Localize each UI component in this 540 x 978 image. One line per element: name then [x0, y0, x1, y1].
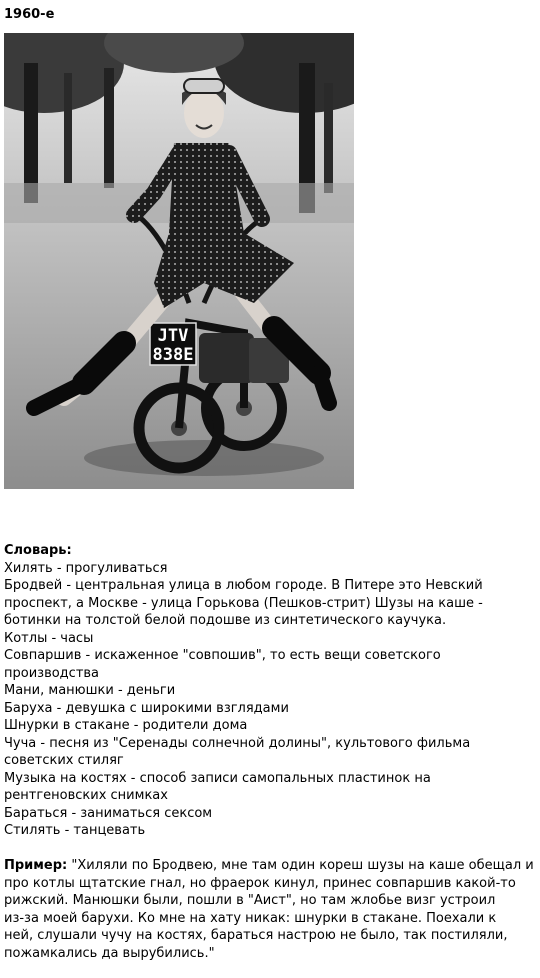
glossary-line: Мани, манюшки - деньги: [4, 683, 176, 698]
glossary-line: советских стиляг: [4, 753, 124, 768]
glossary-text-block: [4, 542, 536, 962]
glossary-line: Чуча - песня из "Серенады солнечной долины", культового фильма: [4, 735, 471, 751]
glossary-line: проспект, а Москве - улица Горькова (Пешков-стрит) Шузы на каше -: [4, 595, 483, 611]
glossary-heading: Словарь:: [4, 543, 72, 558]
plate-line-2: 838E: [152, 345, 194, 365]
glossary-line: ботинки на толстой белой подошве из синтетического каучука.: [4, 613, 447, 628]
glossary-line: Бродвей - центральная улица в любом городе. В Питере это Невский: [4, 578, 483, 593]
glossary-line: Котлы - часы: [4, 630, 94, 646]
plate-line-1: JTV: [157, 326, 189, 346]
example-label: Пример:: [4, 858, 68, 873]
glossary-line: Баруха - девушка с широкими взглядами: [4, 700, 289, 716]
glossary-line: Совпаршив - искаженное "совпошив", то есть вещи советского: [4, 648, 441, 663]
glossary-line: Стилять - танцевать: [4, 823, 146, 838]
glossary-line: Хилять - прогуливаться: [4, 560, 168, 576]
example-line: из-за моей барухи. Ко мне на хату никак: шнурки в стакане. Поехали к: [4, 910, 497, 926]
section-year-heading: 1960-е: [4, 7, 55, 22]
paragraph-gap: [4, 840, 536, 858]
example-line: рижский. Манюшки были, пошли в "Аист", но там жлобье визг устроил: [4, 893, 496, 908]
example-first-line: [4, 857, 536, 875]
example-text-start: "Хиляли по Бродвею, мне там один кореш шузы на каше обещал и: [67, 858, 534, 873]
glossary-line: рентгеновских снимках: [4, 788, 168, 803]
example-line: про котлы щтатские гнал, но фраерок кинул, принес совпаршив какой-то: [4, 875, 516, 891]
example-line: пожамкались да вырубились.": [4, 945, 215, 961]
example-line: ней, слушали чучу на костях, бараться настрою не было, так постиляли,: [4, 928, 508, 943]
glossary-line: Шнурки в стакане - родители дома: [4, 718, 248, 733]
glossary-line: Бараться - заниматься сексом: [4, 805, 213, 821]
photo-girl-on-moped: [4, 33, 354, 489]
glossary-line: Музыка на костях - способ записи самопальных пластинок на: [4, 770, 431, 786]
glossary-line: производства: [4, 665, 100, 681]
